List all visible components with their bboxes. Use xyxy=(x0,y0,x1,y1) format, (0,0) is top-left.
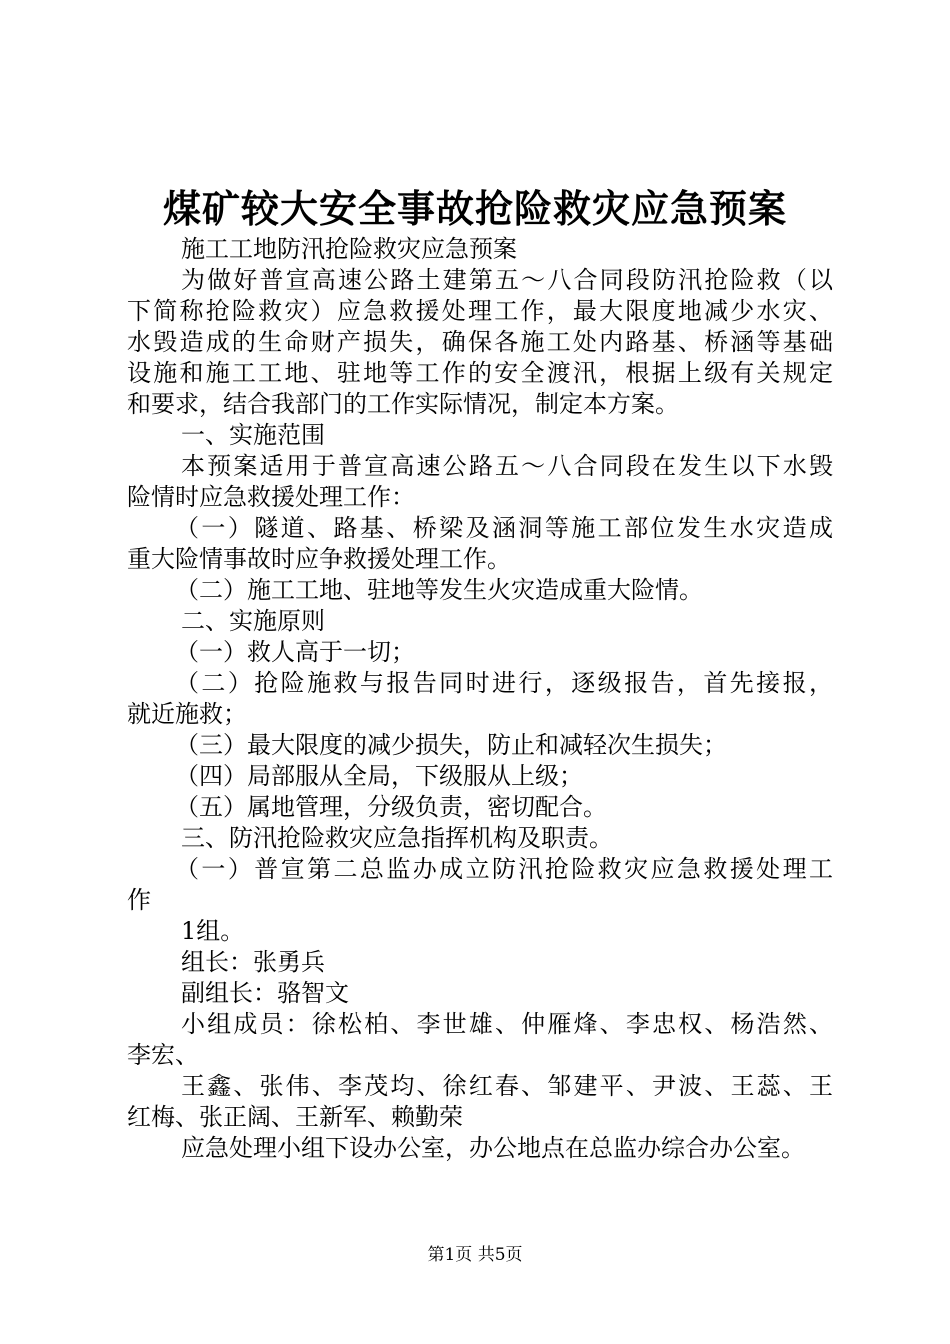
paragraph-line: 组长：张勇兵 xyxy=(181,948,325,976)
section-heading: 三、防汛抢险救灾应急指挥机构及职责。 xyxy=(181,824,613,852)
paragraph-line: 为做好普宣高速公路土建第五～八合同段防汛抢险救（以 xyxy=(181,266,833,294)
paragraph-line: 小组成员：徐松柏、李世雄、仲雁烽、李忠权、杨浩然、 xyxy=(181,1010,833,1038)
paragraph-line: 设施和施工工地、驻地等工作的安全渡汛，根据上级有关规定 xyxy=(127,359,833,387)
document-title: 煤矿较大安全事故抢险救灾应急预案 xyxy=(162,186,787,231)
paragraph-line: （二）抢险施救与报告同时进行，逐级报告，首先接报， xyxy=(175,669,833,697)
page-number-footer: 第1页 共5页 xyxy=(427,1245,523,1265)
paragraph-line: 和要求，结合我部门的工作实际情况，制定本方案。 xyxy=(127,390,679,418)
paragraph-line: 险情时应急救援处理工作： xyxy=(127,483,415,511)
paragraph-line: 李宏、 xyxy=(127,1041,199,1069)
paragraph-line: 王鑫、张伟、李茂均、徐红春、邹建平、尹波、王蕊、王 xyxy=(181,1072,833,1100)
section-heading: 一、实施范围 xyxy=(181,421,325,449)
paragraph-line: （三）最大限度的减少损失，防止和减轻次生损失； xyxy=(175,731,727,759)
paragraph-line: （一）普宣第二总监办成立防汛抢险救灾应急救援处理工 xyxy=(175,855,833,883)
paragraph-line: 副组长：骆智文 xyxy=(181,979,349,1007)
paragraph-line: 重大险情事故时应争救援处理工作。 xyxy=(127,545,511,573)
paragraph-line: 下简称抢险救灾）应急救援处理工作，最大限度地减少水灾、 xyxy=(127,297,833,325)
paragraph-line: 本预案适用于普宣高速公路五～八合同段在发生以下水毁 xyxy=(181,452,833,480)
paragraph-line: （一）救人高于一切； xyxy=(175,638,415,666)
paragraph-line: 水毁造成的生命财产损失，确保各施工处内路基、桥涵等基础 xyxy=(127,328,833,356)
paragraph-line: （二）施工工地、驻地等发生火灾造成重大险情。 xyxy=(175,576,703,604)
section-heading: 二、实施原则 xyxy=(181,607,325,635)
paragraph-line: 红梅、张正阔、王新军、赖勤荣 xyxy=(127,1103,463,1131)
paragraph-line: 施工工地防汛抢险救灾应急预案 xyxy=(181,235,517,263)
paragraph-line: （一）隧道、路基、桥梁及涵洞等施工部位发生水灾造成 xyxy=(175,514,833,542)
paragraph-line: 作 xyxy=(127,886,151,914)
paragraph-line: （四）局部服从全局，下级服从上级； xyxy=(175,762,583,790)
document-body xyxy=(127,234,833,1164)
paragraph-line: 应急处理小组下设办公室，办公地点在总监办综合办公室。 xyxy=(181,1134,805,1162)
paragraph-line: 就近施救； xyxy=(127,700,247,728)
paragraph-line: （五）属地管理，分级负责，密切配合。 xyxy=(175,793,607,821)
paragraph-line: 1组。 xyxy=(181,917,245,945)
